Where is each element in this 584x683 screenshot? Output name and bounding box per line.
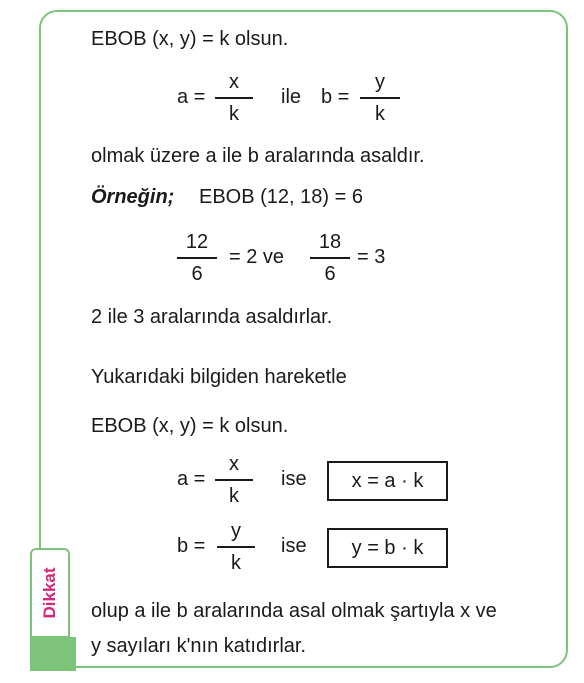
- fraction-x-over-k: [215, 70, 253, 126]
- fraction-bar: [177, 257, 217, 259]
- fraction-bar: [310, 257, 350, 259]
- ise-word: ise: [281, 468, 307, 490]
- ile-word: ile: [281, 86, 302, 108]
- example-label: Örneğin;: [91, 186, 175, 208]
- result-box-y: [327, 528, 448, 568]
- fraction-denominator: 6: [191, 262, 203, 285]
- fraction-x-over-k-2: [215, 452, 253, 508]
- fraction-bar: [360, 97, 400, 99]
- fraction-denominator: k: [229, 484, 239, 507]
- fraction-numerator: 18: [318, 231, 342, 253]
- result-box-x: [327, 461, 448, 501]
- conclusion-line-1: olup a ile b aralarında asal olmak şartıyla x ve: [91, 600, 497, 622]
- dikkat-tab-base: [30, 637, 76, 671]
- ise-word-2: ise: [281, 535, 307, 557]
- coprime-statement: olmak üzere a ile b aralarında asaldır.: [91, 145, 425, 167]
- b-lhs: b =: [321, 86, 350, 108]
- a-lhs: a =: [177, 86, 206, 108]
- equals-2-ve: = 2 ve: [229, 246, 285, 268]
- fraction-18-over-6: [310, 230, 350, 286]
- a-lhs-2: a =: [177, 468, 206, 490]
- fraction-bar: [215, 97, 253, 99]
- fraction-numerator: x: [229, 453, 239, 475]
- fraction-denominator: k: [375, 102, 385, 125]
- fraction-numerator: 12: [185, 231, 209, 253]
- example-gcd: EBOB (12, 18) = 6: [199, 186, 363, 208]
- example-conclusion: 2 ile 3 aralarında asaldırlar.: [91, 306, 333, 328]
- fraction-bar: [217, 546, 255, 548]
- fraction-y-over-k: [360, 70, 400, 126]
- fraction-bar: [215, 479, 253, 481]
- transition-line: Yukarıdaki bilgiden hareketle: [91, 366, 347, 388]
- fraction-y-over-k-2: [217, 519, 255, 575]
- equals-3: = 3: [357, 246, 386, 268]
- fraction-denominator: 6: [324, 262, 336, 285]
- fraction-numerator: x: [229, 71, 239, 93]
- fraction-numerator: y: [231, 520, 241, 542]
- dikkat-label: Dikkat: [40, 567, 59, 619]
- fraction-12-over-6: [177, 230, 217, 286]
- definition-line: EBOB (x, y) = k olsun.: [91, 28, 289, 50]
- info-card: [39, 10, 568, 668]
- fraction-denominator: k: [231, 551, 241, 574]
- result-y-formula: y = b · k: [351, 536, 424, 559]
- conclusion-line-2: y sayıları k'nın katıdırlar.: [91, 635, 307, 657]
- result-x-formula: x = a · k: [351, 469, 424, 492]
- b-lhs-2: b =: [177, 535, 206, 557]
- fraction-denominator: k: [229, 102, 239, 125]
- definition-line-2: EBOB (x, y) = k olsun.: [91, 415, 289, 437]
- fraction-numerator: y: [375, 71, 385, 93]
